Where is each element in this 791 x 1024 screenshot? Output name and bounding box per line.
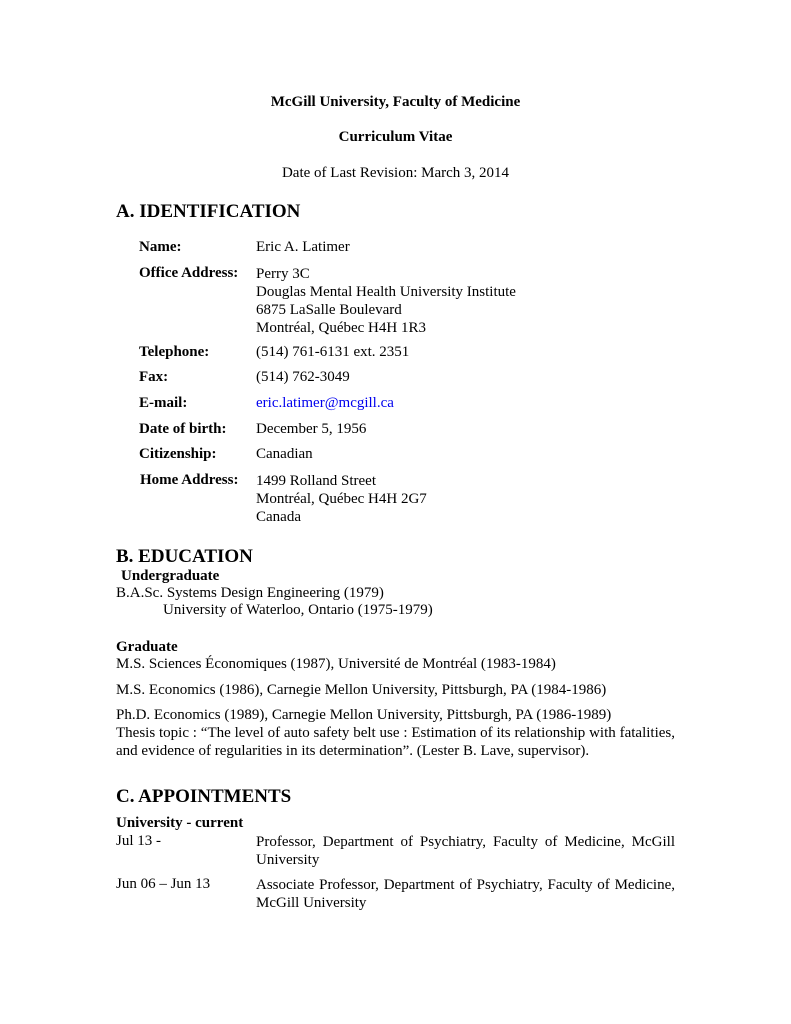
institution-title: McGill University, Faculty of Medicine bbox=[270, 94, 521, 110]
telephone-value: (514) 761-6131 ext. 2351 bbox=[256, 344, 410, 360]
office-address-label: Office Address: bbox=[139, 265, 239, 281]
section-heading-identification: A. IDENTIFICATION bbox=[116, 201, 301, 222]
office-address-line: Perry 3C bbox=[256, 266, 310, 282]
revision-date: Date of Last Revision: March 3, 2014 bbox=[281, 165, 510, 181]
undergrad-school: University of Waterloo, Ontario (1975-1979) bbox=[163, 602, 433, 618]
home-address-line: 1499 Rolland Street bbox=[256, 473, 376, 489]
office-address-line: Montréal, Québec H4H 1R3 bbox=[256, 320, 426, 336]
graduate-degree: M.S. Sciences Économiques (1987), Université de Montréal (1983-1984) bbox=[116, 656, 556, 672]
graduate-label: Graduate bbox=[116, 639, 178, 655]
appointment-date: Jun 06 – Jun 13 bbox=[116, 876, 211, 892]
fax-label: Fax: bbox=[139, 369, 169, 385]
home-address-line: Montréal, Québec H4H 2G7 bbox=[256, 491, 427, 507]
fax-value: (514) 762-3049 bbox=[256, 369, 350, 385]
dob-label: Date of birth: bbox=[139, 421, 227, 437]
university-current-label: University - current bbox=[116, 815, 244, 831]
appointment-date: Jul 13 - bbox=[116, 833, 161, 849]
document-title: Curriculum Vitae bbox=[338, 129, 453, 145]
appointment-description: Associate Professor, Department of Psychiatry, Faculty of Medicine, McGill University bbox=[256, 877, 675, 911]
name-value: Eric A. Latimer bbox=[256, 239, 350, 255]
telephone-label: Telephone: bbox=[139, 344, 210, 360]
dob-value: December 5, 1956 bbox=[256, 421, 367, 437]
graduate-degree: Ph.D. Economics (1989), Carnegie Mellon University, Pittsburgh, PA (1986-1989) bbox=[116, 707, 612, 723]
name-label: Name: bbox=[139, 239, 182, 255]
citizenship-label: Citizenship: bbox=[139, 446, 217, 462]
home-address-line: Canada bbox=[256, 509, 301, 525]
graduate-degree: M.S. Economics (1986), Carnegie Mellon University, Pittsburgh, PA (1984-1986) bbox=[116, 682, 607, 698]
email-label: E-mail: bbox=[139, 395, 188, 411]
office-address-line: 6875 LaSalle Boulevard bbox=[256, 302, 402, 318]
undergraduate-label: Undergraduate bbox=[121, 568, 220, 584]
undergrad-degree: B.A.Sc. Systems Design Engineering (1979) bbox=[116, 585, 384, 601]
email-link[interactable]: eric.latimer@mcgill.ca bbox=[256, 395, 394, 411]
section-heading-education: B. EDUCATION bbox=[116, 546, 253, 567]
section-heading-appointments: C. APPOINTMENTS bbox=[116, 786, 292, 807]
thesis-topic: Thesis topic : “The level of auto safety belt use : Estimation of its relationship with fatalities, and evidence of regularities in its determination”. (Lester B. Lave, supervisor). bbox=[116, 725, 675, 759]
home-address-label: Home Address: bbox=[140, 472, 239, 488]
office-address-line: Douglas Mental Health University Institute bbox=[256, 284, 516, 300]
appointment-description: Professor, Department of Psychiatry, Faculty of Medicine, McGill University bbox=[256, 834, 675, 868]
home-address bbox=[256, 472, 427, 526]
office-address bbox=[256, 265, 516, 337]
citizenship-value: Canadian bbox=[256, 446, 313, 462]
